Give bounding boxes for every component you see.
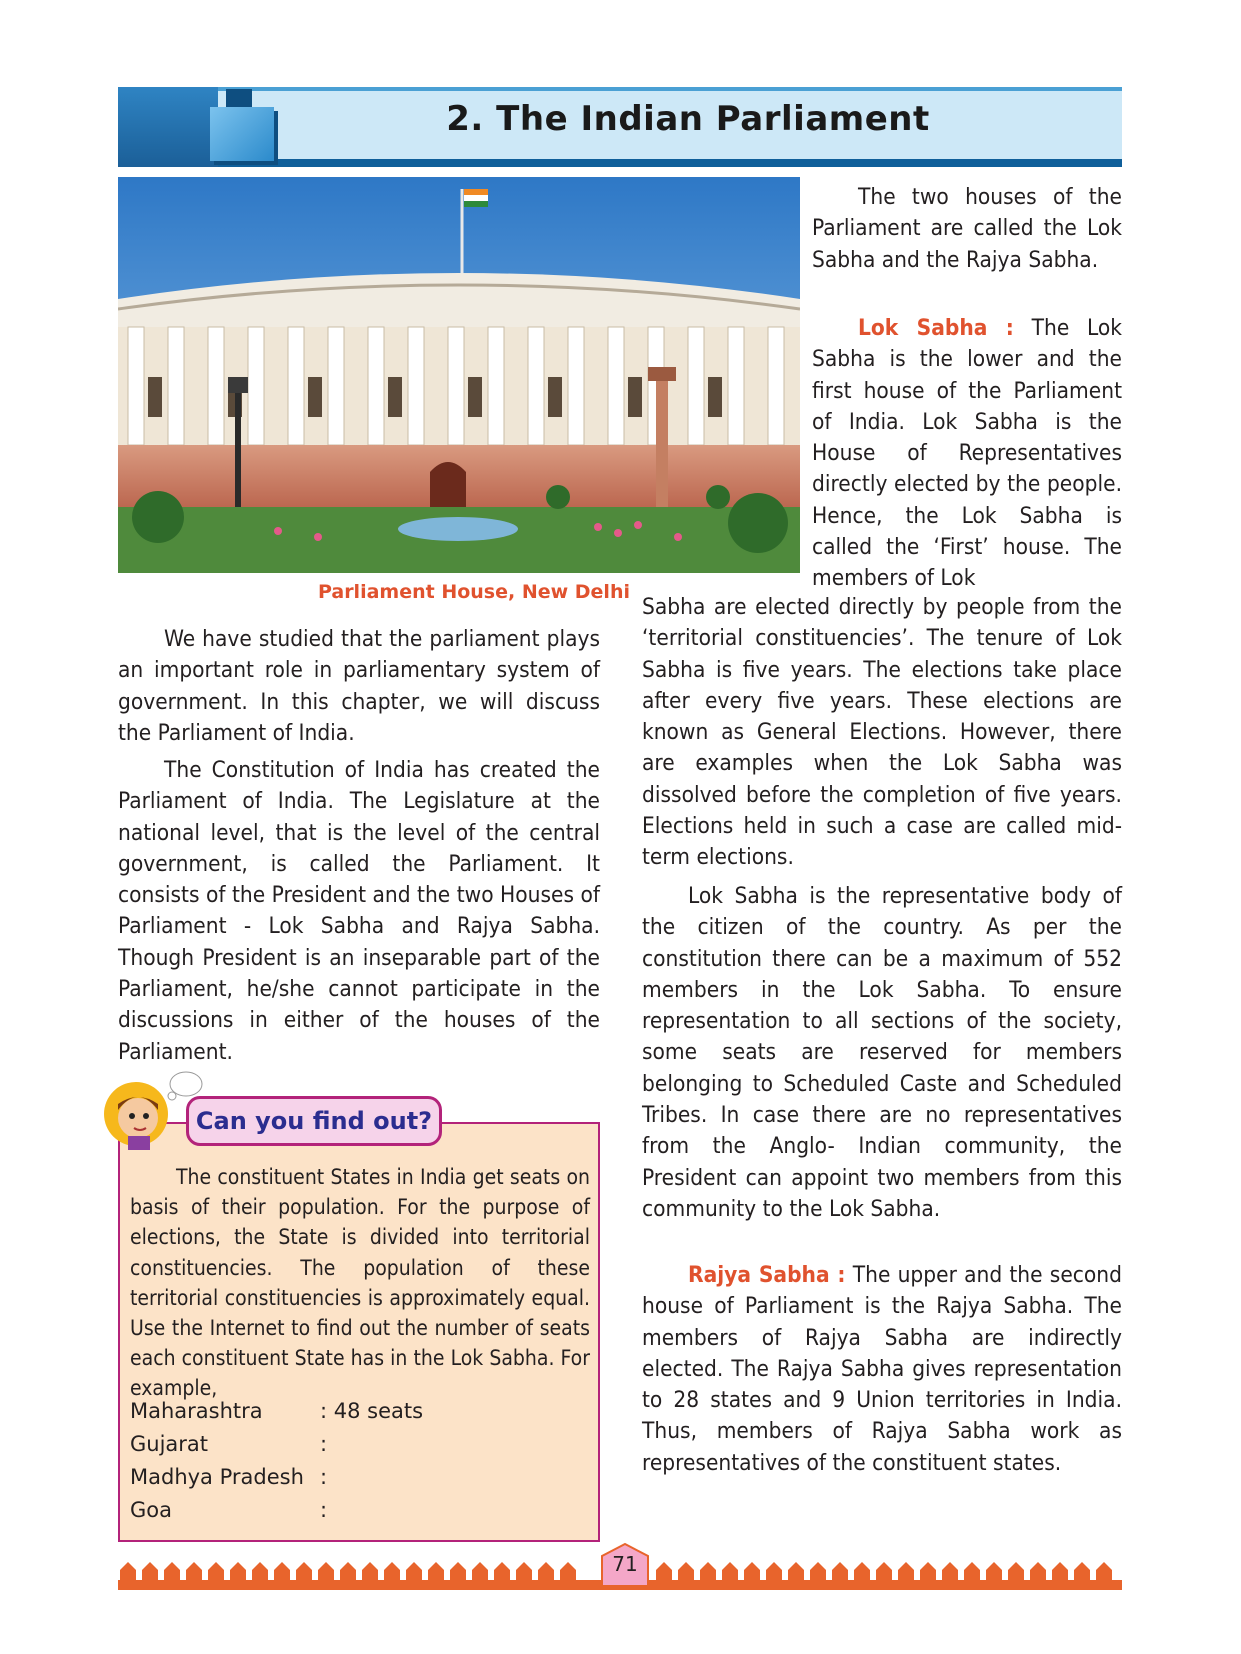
state-seats: : bbox=[320, 1464, 328, 1489]
parliament-house-photo bbox=[118, 177, 800, 573]
state-seat-list bbox=[130, 1394, 590, 1526]
photo-caption: Parliament House, New Delhi bbox=[317, 581, 630, 603]
header-cube-decoration bbox=[210, 107, 274, 161]
rajya-sabha-text: The upper and the second house of Parliament is the Rajya Sabha. The members of Rajya Sabha are indirectly elected. The Rajya Sabha gives representation to 28 states and 9 Union territories in India. Thus, members of Rajya Sabha work as representatives of the constituent states. bbox=[642, 1262, 1122, 1476]
houses-intro-paragraph: The two houses of the Parliament are called the Lok Sabha and the Rajya Sabha. bbox=[812, 184, 1122, 273]
lok-sabha-heading: Lok Sabha : bbox=[858, 315, 1014, 341]
thinking-boy-icon bbox=[104, 1070, 204, 1152]
state-row bbox=[130, 1427, 590, 1460]
intro-paragraph: We have studied that the parliament plays an important role in parliamentary system of government. In this chapter, we will discuss the Parliament of India. bbox=[118, 626, 600, 746]
page-title: 2. The Indian Parliament bbox=[446, 99, 930, 139]
page-number: 71 bbox=[612, 1552, 638, 1576]
state-row bbox=[130, 1394, 590, 1427]
lok-sabha-representation-paragraph: Lok Sabha is the representative body of the citizen of the country. As per the constitution there can be a maximum of 552 members in the Lok Sabha. To ensure representation to all sections of the society, some seats are reserved for members belonging to Scheduled Caste and Scheduled Tribes. In case there are no representatives from the Anglo- Indian community, the President can appoint two members from this community to the Lok Sabha. bbox=[642, 883, 1122, 1222]
lok-sabha-text-top: The Lok Sabha is the lower and the first house of the Parliament of India. Lok Sabha is the House of Representatives directly elected by the people. Hence, the Lok Sabha is called the ‘First’ house. The members of Lok bbox=[812, 315, 1122, 592]
state-name: Gujarat bbox=[130, 1431, 209, 1456]
find-out-label-badge bbox=[186, 1096, 442, 1146]
page-number-badge bbox=[600, 1542, 650, 1588]
lok-sabha-paragraph-continued: Sabha are elected directly by people from the ‘territorial constituencies’. The tenure of Lok Sabha is five years. The elections take place after every five years. These elections are known as General Elections. However, there are examples when the Lok Sabha was dissolved before the completion of five years. Elections held in such a case are called mid-term elections. bbox=[642, 594, 1122, 871]
rajya-sabha-heading: Rajya Sabha : bbox=[688, 1262, 846, 1288]
state-row bbox=[130, 1493, 590, 1526]
lok-sabha-paragraph-top bbox=[812, 313, 1122, 595]
state-name: Madhya Pradesh bbox=[130, 1464, 304, 1489]
find-out-box bbox=[118, 1122, 600, 1542]
find-out-text: The constituent States in India get seats on basis of their population. For the purpose of elections, the State is divided into territorial constituencies. The population of these territorial constituencies is approximately equal. Use the Internet to find out the number of seats each constituent State has in the Lok Sabha. For example, bbox=[130, 1165, 590, 1401]
state-seats: : bbox=[320, 1497, 328, 1522]
state-seats: : bbox=[320, 1431, 328, 1456]
rajya-sabha-paragraph bbox=[642, 1260, 1122, 1479]
state-seats: : 48 seats bbox=[320, 1398, 424, 1423]
find-out-label: Can you find out? bbox=[195, 1107, 433, 1135]
state-row bbox=[130, 1460, 590, 1493]
constitution-paragraph: The Constitution of India has created the Parliament of India. The Legislature at the national level, that is the level of the central government, is called the Parliament. It consists of the President and the two Houses of Parliament - Lok Sabha and Rajya Sabha. Though President is an inseparable part of the Parliament, he/she cannot participate in the discussions in either of the houses of the Parliament. bbox=[118, 757, 600, 1065]
chapter-header bbox=[118, 87, 1122, 171]
state-name: Goa bbox=[130, 1497, 172, 1522]
state-name: Maharashtra bbox=[130, 1398, 263, 1423]
